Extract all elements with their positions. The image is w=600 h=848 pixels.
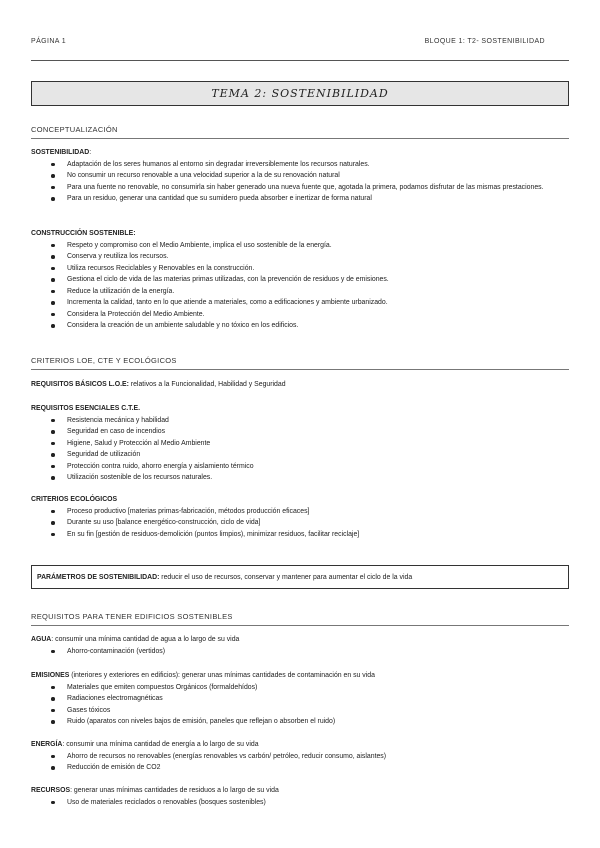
list-item: Ruido (aparatos con niveles bajos de emisión, paneles que reflejan o absorben el ruido)	[31, 716, 569, 728]
recursos-list	[31, 797, 569, 809]
section-title-requisitos: REQUISITOS PARA TENER EDIFICIOS SOSTENIBLES	[31, 612, 569, 626]
energia-heading: ENERGÍA: consumir una mínima cantidad de energía a lo largo de su vida	[31, 741, 259, 748]
list-item: Para un residuo, generar una cantidad que su sumidero pueda absorber e inertizar de forma natural	[31, 193, 569, 205]
cte-list	[31, 415, 569, 484]
sostenibilidad-heading: SOSTENIBILIDAD:	[31, 149, 92, 156]
list-item: Reduce la utilización de la energía.	[31, 286, 569, 298]
list-item: Utiliza recursos Reciclables y Renovables en la construcción.	[31, 263, 569, 275]
construccion-block	[31, 228, 569, 332]
list-item: Gases tóxicos	[31, 705, 569, 717]
emisiones-block	[31, 670, 569, 728]
list-item: Considera la Protección del Medio Ambiente.	[31, 309, 569, 321]
list-item: Uso de materiales reciclados o renovables (bosques sostenibles)	[31, 797, 569, 809]
emisiones-list	[31, 682, 569, 728]
list-item: Reducción de emisión de CO2	[31, 762, 569, 774]
list-item: En su fin [gestión de residuos-demolición (puntos limpios), minimizar residuos, facilitar reciclaje]	[31, 529, 569, 541]
list-item: Incrementa la calidad, tanto en lo que atiende a materiales, como a edificaciones y ambiente urbanizado.	[31, 297, 569, 309]
eco-list	[31, 506, 569, 541]
recursos-heading: RECURSOS: generar unas mínimas cantidades de residuos a lo largo de su vida	[31, 787, 279, 794]
list-item: Considera la creación de un ambiente saludable y no tóxico en los edificios.	[31, 320, 569, 332]
section-title-criterios: CRITERIOS LOE, CTE Y ECOLÓGICOS	[31, 356, 569, 370]
page-number: PÁGINA 1	[31, 38, 67, 45]
agua-heading: AGUA: consumir una mínima cantidad de agua a lo largo de su vida	[31, 636, 240, 643]
list-item: Durante su uso [balance energético-construcción, ciclo de vida]	[31, 517, 569, 529]
parametros-line: PARÁMETROS DE SOSTENIBILIDAD: reducir el uso de recursos, conservar y mantener para aumentar el ciclo de la vida	[37, 573, 413, 581]
list-item: Seguridad en caso de incendios	[31, 426, 569, 438]
energia-list	[31, 751, 569, 774]
list-item: Adaptación de los seres humanos al entorno sin degradar irreversiblemente los recursos naturales.	[31, 159, 569, 171]
list-item: Conserva y reutiliza los recursos.	[31, 251, 569, 263]
list-item: Radiaciones electromagnéticas	[31, 693, 569, 705]
construccion-list	[31, 240, 569, 332]
page-title: TEMA 2: SOSTENIBILIDAD	[31, 81, 569, 106]
sostenibilidad-block	[31, 147, 569, 205]
list-item: Protección contra ruido, ahorro energía y aislamiento térmico	[31, 461, 569, 473]
cte-block	[31, 403, 569, 484]
cte-heading: REQUISITOS ESENCIALES C.T.E.	[31, 405, 140, 412]
emisiones-heading: EMISIONES (interiores y exteriores en edificios): generar unas mínimas cantidades de contaminación en su vida	[31, 672, 375, 679]
recursos-block	[31, 785, 569, 808]
list-item: Ahorro de recursos no renovables (energías renovables vs carbón/ petróleo, reducir consumo, aislantes)	[31, 751, 569, 763]
loe-block	[31, 379, 569, 391]
list-item: Utilización sostenible de los recursos naturales.	[31, 472, 569, 484]
eco-block	[31, 494, 569, 540]
list-item: Resistencia mecánica y habilidad	[31, 415, 569, 427]
agua-list	[31, 646, 569, 658]
section-title-conceptualizacion: CONCEPTUALIZACIÓN	[31, 125, 569, 139]
block-label: BLOQUE 1: T2- SOSTENIBILIDAD	[424, 38, 545, 45]
parametros-box	[31, 565, 569, 589]
construccion-heading: CONSTRUCCIÓN SOSTENIBLE:	[31, 230, 136, 237]
list-item: Seguridad de utilización	[31, 449, 569, 461]
eco-heading: CRITERIOS ECOLÓGICOS	[31, 496, 118, 503]
header-rule	[31, 60, 569, 61]
list-item: No consumir un recurso renovable a una velocidad superior a la de su renovación natural	[31, 170, 569, 182]
sostenibilidad-list	[31, 159, 569, 205]
energia-block	[31, 739, 569, 774]
list-item: Para una fuente no renovable, no consumirla sin haber generado una nueva fuente que, agotada la primera, podamos disfrutar de las mismas prestaciones.	[31, 182, 569, 194]
list-item: Ahorro-contaminación (vertidos)	[31, 646, 569, 658]
list-item: Materiales que emiten compuestos Orgánicos (formaldehídos)	[31, 682, 569, 694]
list-item: Proceso productivo [materias primas-fabricación, métodos producción eficaces]	[31, 506, 569, 518]
agua-block	[31, 634, 569, 657]
loe-line: REQUISITOS BÁSICOS L.O.E: relativos a la Funcionalidad, Habilidad y Seguridad	[31, 381, 286, 388]
list-item: Respeto y compromiso con el Medio Ambiente, implica el uso sostenible de la energía.	[31, 240, 569, 252]
list-item: Gestiona el ciclo de vida de las materias primas utilizadas, con la prevención de residuos y de emisiones.	[31, 274, 569, 286]
list-item: Higiene, Salud y Protección al Medio Ambiente	[31, 438, 569, 450]
